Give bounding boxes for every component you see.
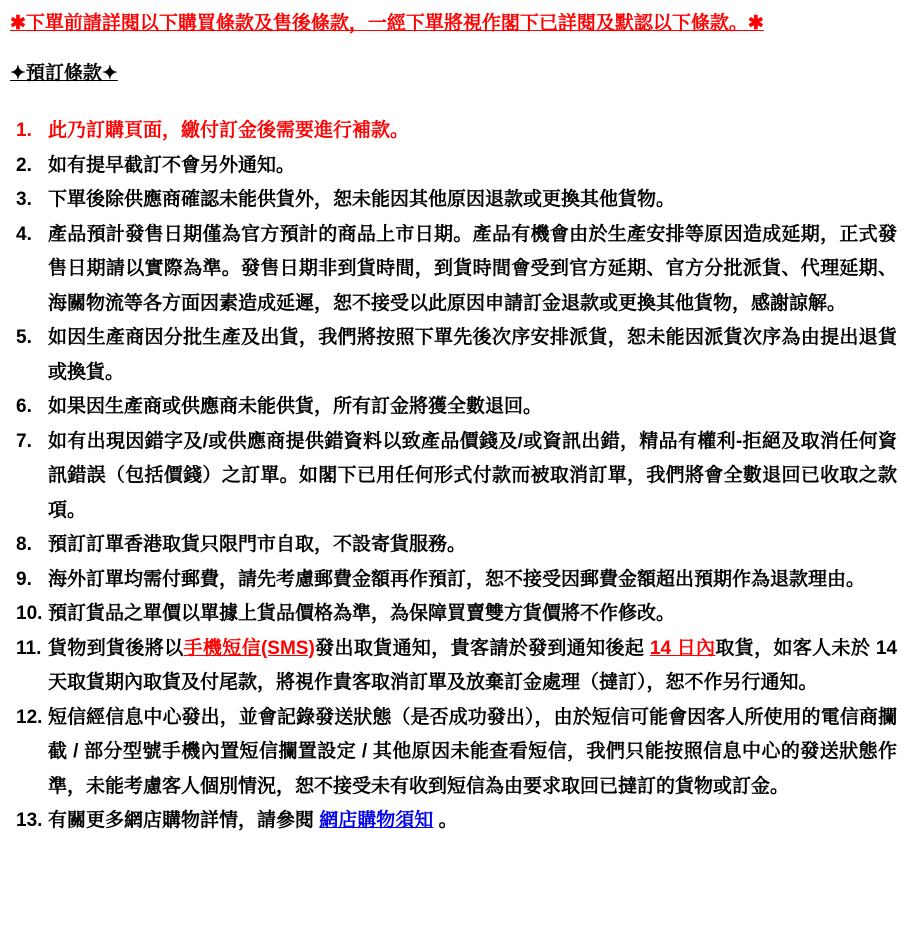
term-text (48, 189, 675, 210)
term-text (48, 120, 409, 141)
term-segment: 。 (433, 810, 458, 831)
section-heading: ✦預訂條款✦ (10, 63, 118, 84)
term-item (10, 218, 897, 322)
term-item (10, 701, 897, 805)
term-item (10, 149, 897, 184)
term-text (48, 569, 865, 590)
term-segment: 預訂訂單香港取貨只限門市自取，不設寄貨服務。 (48, 534, 467, 555)
term-segment: 如因生產商因分批生產及出貨，我們將按照下單先後次序安排派貨，恕未能因派貨次序為由提出退貨或換貨。 (48, 327, 897, 383)
term-segment: 如有提早截訂不會另外通知。 (48, 154, 296, 176)
term-number: 7. (16, 430, 32, 452)
term-item (10, 563, 897, 598)
term-text (48, 707, 897, 797)
term-text (48, 638, 897, 694)
term-segment: 發出取貨通知，貴客請於發到通知後起 (314, 637, 650, 659)
store-shopping-guide-link[interactable]: 網店購物須知 (319, 810, 434, 831)
term-text (48, 534, 466, 555)
term-number: 10. (16, 603, 43, 624)
term-segment: 有關更多網店購物詳情，請參閱 (48, 810, 320, 831)
term-item (10, 804, 897, 839)
term-number: 2. (16, 154, 32, 176)
term-segment: 取貨，如客人未於 14 天取貨期內取貨及付尾款，將視作貴客取消訂單及放棄訂金處理（撻訂），恕不作另行通知。 (48, 637, 898, 693)
sms-highlight: 手機短信(SMS) (183, 637, 315, 659)
term-number: 6. (16, 396, 32, 417)
term-text (48, 603, 675, 624)
term-text (48, 224, 897, 314)
term-number: 12. (16, 706, 43, 728)
terms-list (10, 114, 897, 839)
term-number: 13. (16, 810, 43, 831)
term-segment: 海外訂單均需付郵費，請先考慮郵費金額再作預訂，恕不接受因郵費金額超出預期作為退款理由。 (48, 568, 866, 590)
term-segment: 短信經信息中心發出，並會記錄發送狀態（是否成功發出），由於短信可能會因客人所使用的電信商攔截 / 部分型號手機內置短信攔置設定 / 其他原因未能查看短信，我們只能按照信息中心的發送狀態作準，未能考慮客人個別情況，恕不接受未有收到短信為由要求取回已撻訂的貨物或訂金。 (48, 706, 897, 797)
term-number: 5. (16, 327, 32, 348)
term-item (10, 114, 897, 149)
term-segment: 如有出現因錯字及/或供應商提供錯資料以致產品價錢及/或資訊出錯，精品有權利-拒絕及取消任何資訊錯誤（包括價錢）之訂單。如閣下已用任何形式付款而被取消訂單，我們將會全數退回已收取之款項。 (48, 430, 897, 521)
pickup-deadline-highlight: 14 日內 (649, 637, 716, 659)
term-text (48, 431, 897, 521)
term-text (48, 396, 542, 417)
term-item (10, 425, 897, 529)
term-number: 4. (16, 223, 32, 245)
term-item (10, 528, 897, 563)
term-item (10, 321, 897, 390)
term-item (10, 183, 897, 218)
term-number: 8. (16, 534, 32, 555)
term-text (48, 810, 458, 831)
term-number: 9. (16, 568, 32, 590)
term-number: 3. (16, 189, 32, 210)
term-segment: 此乃訂購頁面，繳付訂金後需要進行補款。 (48, 120, 410, 141)
term-item (10, 597, 897, 632)
term-segment: 下單後除供應商確認未能供貨外，恕未能因其他原因退款或更換其他貨物。 (48, 189, 676, 210)
term-item (10, 390, 897, 425)
page-title: ✱下單前請詳閱以下購買條款及售後條款，一經下單將視作閣下已詳閱及默認以下條款。✱ (10, 13, 764, 34)
term-segment: 貨物到貨後將以 (48, 637, 184, 659)
term-segment: 產品預計發售日期僅為官方預計的商品上市日期。產品有機會由於生產安排等原因造成延期，正式發售日期請以實際為準。發售日期非到貨時間，到貨時間會受到官方延期、官方分批派貨、代理延期、海關物流等各方面因素造成延遲，恕不接受以此原因申請訂金退款或更換其他貨物，感謝諒解。 (48, 223, 897, 314)
term-segment: 預訂貨品之單價以單據上貨品價格為準，為保障買賣雙方貨價將不作修改。 (48, 603, 676, 624)
term-segment: 如果因生產商或供應商未能供貨，所有訂金將獲全數退回。 (48, 396, 543, 417)
term-number: 1. (16, 120, 32, 141)
term-number: 11. (16, 637, 42, 659)
term-text (48, 327, 897, 383)
term-text (48, 155, 295, 176)
term-item (10, 632, 897, 701)
